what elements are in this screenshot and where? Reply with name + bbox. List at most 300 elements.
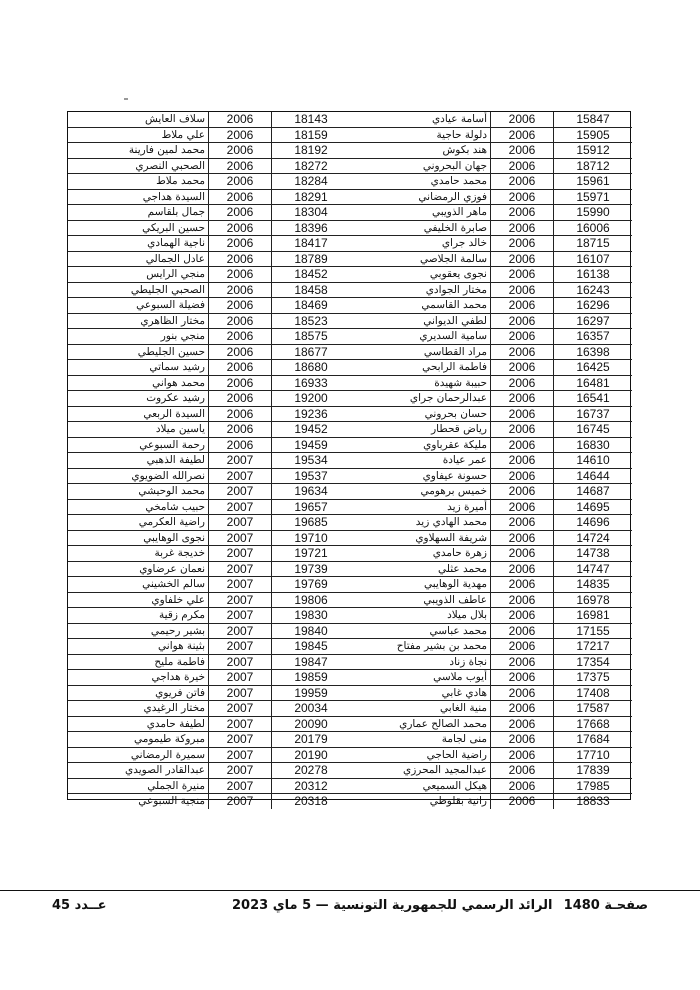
table-row — [350, 422, 632, 438]
name-cell: نجوى الوهايبي — [68, 531, 209, 546]
year-cell: 2006 — [491, 221, 554, 236]
number-cell: 18680 — [294, 360, 328, 374]
number-cell: 16138 — [576, 267, 610, 281]
number-cell: 16107 — [576, 251, 610, 266]
number-cell: 16357 — [576, 329, 610, 343]
number-cell: 14610 — [576, 453, 610, 467]
table-row — [350, 267, 632, 283]
name-cell: منى لجامة — [350, 732, 491, 747]
table-row — [68, 453, 350, 469]
number-cell: 18677 — [294, 344, 328, 359]
year-cell: 2007 — [209, 794, 272, 809]
number-cell: 19721 — [294, 546, 328, 560]
year-cell: 2006 — [491, 190, 554, 205]
footer-divider — [0, 890, 700, 891]
year-cell: 2006 — [491, 329, 554, 344]
number-cell: 18159 — [294, 127, 328, 142]
name-cell: خميس برهومي — [350, 484, 491, 499]
number-cell: 18304 — [294, 205, 328, 219]
table-row — [68, 686, 350, 702]
table-row — [68, 531, 350, 547]
year-cell: 2006 — [491, 500, 554, 515]
number-cell: 14644 — [576, 468, 610, 483]
number-cell: 19634 — [294, 484, 328, 498]
name-cell: بشير رحيمي — [68, 624, 209, 639]
table-row — [68, 252, 350, 268]
number-cell: 15912 — [576, 143, 610, 157]
year-cell: 2006 — [491, 205, 554, 220]
number-cell: 16006 — [576, 220, 610, 235]
name-cell: نجاة زناد — [350, 655, 491, 670]
year-cell: 2006 — [209, 221, 272, 236]
year-cell: 2006 — [491, 794, 554, 809]
table-row — [350, 143, 632, 159]
year-cell: 2006 — [209, 128, 272, 143]
table-row — [68, 422, 350, 438]
table-row — [350, 655, 632, 671]
name-cell: السيدة هداجي — [68, 190, 209, 205]
year-cell: 2006 — [491, 236, 554, 251]
number-cell: 18272 — [294, 158, 328, 173]
name-cell: محمد عباسي — [350, 624, 491, 639]
name-cell: مختار الرغيدي — [68, 701, 209, 716]
number-cell: 20190 — [294, 747, 328, 762]
table-row — [68, 314, 350, 330]
table-row — [350, 453, 632, 469]
number-cell: 20179 — [294, 732, 328, 746]
name-cell: حسين الجليطي — [68, 345, 209, 360]
table-row — [350, 515, 632, 531]
year-cell: 2006 — [491, 422, 554, 437]
table-row — [68, 360, 350, 376]
table-row — [350, 794, 632, 809]
names-table — [67, 111, 631, 808]
number-cell: 18396 — [294, 220, 328, 235]
number-cell: 17217 — [576, 639, 610, 653]
name-cell: رشيد سماتي — [68, 360, 209, 375]
table-row — [350, 701, 632, 717]
name-cell: أميرة زيد — [350, 500, 491, 515]
table-row — [350, 763, 632, 779]
name-cell: الصحبي النصري — [68, 159, 209, 174]
table-row — [68, 205, 350, 221]
year-cell: 2007 — [209, 577, 272, 592]
table-row — [68, 391, 350, 407]
number-cell: 19657 — [294, 499, 328, 514]
number-cell: 14724 — [576, 530, 610, 545]
table-row — [350, 562, 632, 578]
number-cell: 17155 — [576, 623, 610, 638]
table-right-half — [350, 112, 632, 808]
number-cell: 16541 — [576, 391, 610, 405]
name-cell: منجية السبوعي — [68, 794, 209, 809]
journal-title-date: الرائد الرسمي للجمهورية التونسية — 5 ماي 2023 — [232, 898, 553, 913]
table-row — [350, 205, 632, 221]
issue-number: عــدد 45 — [52, 898, 107, 913]
number-cell: 17839 — [576, 763, 610, 777]
name-cell: دلولة حاجية — [350, 128, 491, 143]
year-cell: 2006 — [491, 391, 554, 406]
name-cell: فاطمة مليح — [68, 655, 209, 670]
table-row — [350, 732, 632, 748]
number-cell: 20312 — [294, 778, 328, 793]
year-cell: 2006 — [209, 236, 272, 251]
table-row — [350, 500, 632, 516]
table-row — [68, 562, 350, 578]
name-cell: سالم الخشيني — [68, 577, 209, 592]
number-cell: 17375 — [576, 670, 610, 684]
table-row — [68, 717, 350, 733]
year-cell: 2006 — [491, 732, 554, 747]
number-cell: 17985 — [576, 778, 610, 793]
name-cell: عادل الجمالي — [68, 252, 209, 267]
name-cell: بلال ميلاد — [350, 608, 491, 623]
year-cell: 2006 — [491, 624, 554, 639]
year-cell: 2006 — [209, 252, 272, 267]
number-cell: 18458 — [294, 282, 328, 297]
year-cell: 2007 — [209, 562, 272, 577]
year-cell: 2006 — [491, 143, 554, 158]
table-row — [68, 112, 350, 128]
table-left-half — [68, 112, 350, 808]
year-cell: 2006 — [209, 360, 272, 375]
number-cell: 18523 — [294, 313, 328, 328]
stray-mark — [124, 98, 128, 100]
year-cell: 2007 — [209, 732, 272, 747]
year-cell: 2007 — [209, 639, 272, 654]
page-footer — [0, 898, 700, 918]
table-row — [68, 701, 350, 717]
name-cell: خالد جراي — [350, 236, 491, 251]
name-cell: سميرة الرمضاني — [68, 748, 209, 763]
table-row — [350, 593, 632, 609]
year-cell: 2006 — [491, 283, 554, 298]
number-cell: 19685 — [294, 515, 328, 529]
number-cell: 16978 — [576, 592, 610, 607]
name-cell: هادي غابي — [350, 686, 491, 701]
name-cell: محمد القاسمي — [350, 298, 491, 313]
year-cell: 2006 — [491, 159, 554, 174]
table-row — [350, 577, 632, 593]
name-cell: عاطف الذويبي — [350, 593, 491, 608]
number-cell: 16481 — [576, 375, 610, 390]
year-cell: 2006 — [491, 562, 554, 577]
name-cell: رانية بقلوطي — [350, 794, 491, 809]
number-cell: 18417 — [294, 236, 328, 250]
year-cell: 2006 — [209, 345, 272, 360]
table-row — [68, 546, 350, 562]
name-cell: سالمة الجلاصي — [350, 252, 491, 267]
table-row — [350, 484, 632, 500]
name-cell: مكرم زقية — [68, 608, 209, 623]
table-row — [350, 624, 632, 640]
name-cell: ماهر الذويبي — [350, 205, 491, 220]
year-cell: 2006 — [209, 329, 272, 344]
name-cell: حسونة عيفاوي — [350, 469, 491, 484]
year-cell: 2007 — [209, 763, 272, 778]
table-row — [350, 329, 632, 345]
name-cell: حبيبة شهيدة — [350, 376, 491, 391]
table-row — [68, 174, 350, 190]
year-cell: 2007 — [209, 779, 272, 794]
name-cell: حسان بحروني — [350, 407, 491, 422]
year-cell: 2006 — [209, 422, 272, 437]
year-cell: 2006 — [491, 407, 554, 422]
name-cell: جمال بلقاسم — [68, 205, 209, 220]
number-cell: 18143 — [294, 112, 328, 126]
name-cell: محمد الوحيشي — [68, 484, 209, 499]
year-cell: 2007 — [209, 608, 272, 623]
year-cell: 2006 — [491, 515, 554, 530]
year-cell: 2007 — [209, 748, 272, 763]
page-number: صفحـة 1480 — [563, 898, 648, 913]
name-cell: محمد بن بشير مفتاح — [350, 639, 491, 654]
year-cell: 2006 — [491, 376, 554, 391]
number-cell: 18833 — [576, 794, 610, 808]
table-row — [68, 376, 350, 392]
number-cell: 14696 — [576, 515, 610, 529]
year-cell: 2006 — [491, 360, 554, 375]
year-cell: 2006 — [491, 608, 554, 623]
year-cell: 2006 — [209, 376, 272, 391]
year-cell: 2006 — [209, 438, 272, 453]
name-cell: جهان البحروني — [350, 159, 491, 174]
table-row — [68, 794, 350, 809]
table-row — [68, 763, 350, 779]
year-cell: 2006 — [491, 484, 554, 499]
number-cell: 16933 — [294, 375, 328, 390]
name-cell: مختار الظاهري — [68, 314, 209, 329]
number-cell: 19452 — [294, 422, 328, 436]
number-cell: 15905 — [576, 127, 610, 142]
number-cell: 17408 — [576, 685, 610, 700]
number-cell: 18291 — [294, 189, 328, 204]
name-cell: ناجية الهمادي — [68, 236, 209, 251]
table-row — [350, 391, 632, 407]
year-cell: 2006 — [491, 267, 554, 282]
name-cell: محمد هواني — [68, 376, 209, 391]
name-cell: منجي الرايس — [68, 267, 209, 282]
name-cell: لطيفة الذهبي — [68, 453, 209, 468]
number-cell: 18452 — [294, 267, 328, 281]
name-cell: الصحبي الجليطي — [68, 283, 209, 298]
number-cell: 14695 — [576, 499, 610, 514]
number-cell: 16981 — [576, 608, 610, 622]
name-cell: محمد ملاط — [68, 174, 209, 189]
name-cell: مختار الجوادي — [350, 283, 491, 298]
table-row — [68, 484, 350, 500]
name-cell: مهدية الوهايبي — [350, 577, 491, 592]
year-cell: 2007 — [209, 515, 272, 530]
name-cell: فضيلة السبوعي — [68, 298, 209, 313]
year-cell: 2006 — [209, 407, 272, 422]
name-cell: هيكل السميعي — [350, 779, 491, 794]
table-row — [68, 283, 350, 299]
number-cell: 18789 — [294, 251, 328, 266]
name-cell: عمر عيادة — [350, 453, 491, 468]
number-cell: 19710 — [294, 530, 328, 545]
year-cell: 2007 — [209, 670, 272, 685]
year-cell: 2007 — [209, 655, 272, 670]
number-cell: 16296 — [576, 298, 610, 312]
number-cell: 18715 — [576, 236, 610, 250]
number-cell: 19840 — [294, 623, 328, 638]
name-cell: سلاف العايش — [68, 112, 209, 127]
year-cell: 2007 — [209, 500, 272, 515]
table-row — [350, 670, 632, 686]
year-cell: 2006 — [491, 112, 554, 127]
year-cell: 2006 — [491, 345, 554, 360]
table-row — [350, 639, 632, 655]
name-cell: زهرة حامدي — [350, 546, 491, 561]
year-cell: 2007 — [209, 469, 272, 484]
table-row — [68, 500, 350, 516]
table-row — [68, 670, 350, 686]
number-cell: 19236 — [294, 406, 328, 421]
name-cell: رياض قحطار — [350, 422, 491, 437]
name-cell: راضية الحاجي — [350, 748, 491, 763]
number-cell: 15971 — [576, 189, 610, 204]
number-cell: 19806 — [294, 592, 328, 607]
table-row — [68, 329, 350, 345]
name-cell: محمد الهادي زيد — [350, 515, 491, 530]
table-row — [350, 283, 632, 299]
name-cell: منجي بنور — [68, 329, 209, 344]
table-row — [68, 407, 350, 423]
number-cell: 18712 — [576, 158, 610, 173]
year-cell: 2007 — [209, 701, 272, 716]
year-cell: 2006 — [491, 438, 554, 453]
name-cell: مليكة عقرباوي — [350, 438, 491, 453]
year-cell: 2006 — [491, 531, 554, 546]
year-cell: 2006 — [491, 593, 554, 608]
number-cell: 14835 — [576, 577, 610, 591]
name-cell: منيرة الجملي — [68, 779, 209, 794]
table-row — [350, 469, 632, 485]
year-cell: 2006 — [491, 701, 554, 716]
name-cell: بثينة هواني — [68, 639, 209, 654]
name-cell: منية الغابي — [350, 701, 491, 716]
name-cell: راضية العكرمي — [68, 515, 209, 530]
number-cell: 14738 — [576, 546, 610, 560]
table-row — [350, 298, 632, 314]
number-cell: 17668 — [576, 716, 610, 731]
number-cell: 17710 — [576, 747, 610, 762]
year-cell: 2007 — [209, 484, 272, 499]
year-cell: 2006 — [491, 252, 554, 267]
name-cell: سامية السديري — [350, 329, 491, 344]
year-cell: 2006 — [491, 577, 554, 592]
year-cell: 2006 — [491, 670, 554, 685]
year-cell: 2007 — [209, 686, 272, 701]
name-cell: محمد لمين فارينة — [68, 143, 209, 158]
name-cell: نجوى يعقوبي — [350, 267, 491, 282]
year-cell: 2006 — [209, 314, 272, 329]
number-cell: 17587 — [576, 701, 610, 715]
table-row — [350, 438, 632, 454]
year-cell: 2006 — [491, 763, 554, 778]
number-cell: 17354 — [576, 654, 610, 669]
name-cell: صابرة الخليفي — [350, 221, 491, 236]
table-row — [350, 221, 632, 237]
number-cell: 19459 — [294, 437, 328, 452]
number-cell: 19769 — [294, 577, 328, 591]
number-cell: 19847 — [294, 654, 328, 669]
table-row — [350, 314, 632, 330]
name-cell: علي خلفاوي — [68, 593, 209, 608]
name-cell: فاطمة الرابحي — [350, 360, 491, 375]
year-cell: 2006 — [491, 748, 554, 763]
name-cell: السيدة الربعي — [68, 407, 209, 422]
table-row — [350, 531, 632, 547]
table-row — [68, 779, 350, 795]
year-cell: 2007 — [209, 593, 272, 608]
name-cell: محمد الصالح عماري — [350, 717, 491, 732]
year-cell: 2006 — [491, 639, 554, 654]
table-row — [68, 128, 350, 144]
table-row — [350, 608, 632, 624]
table-row — [68, 267, 350, 283]
year-cell: 2006 — [491, 779, 554, 794]
number-cell: 14687 — [576, 484, 610, 498]
number-cell: 16297 — [576, 313, 610, 328]
number-cell: 20318 — [294, 794, 328, 808]
table-row — [350, 174, 632, 190]
name-cell: أيوب ملاسي — [350, 670, 491, 685]
name-cell: أسامة عيادي — [350, 112, 491, 127]
year-cell: 2006 — [491, 298, 554, 313]
year-cell: 2007 — [209, 453, 272, 468]
table-row — [68, 624, 350, 640]
table-row — [68, 159, 350, 175]
table-row — [68, 221, 350, 237]
table-row — [350, 376, 632, 392]
number-cell: 18575 — [294, 329, 328, 343]
table-row — [68, 577, 350, 593]
table-row — [350, 252, 632, 268]
number-cell: 16830 — [576, 437, 610, 452]
name-cell: حسين البريكي — [68, 221, 209, 236]
table-row — [350, 407, 632, 423]
number-cell: 15961 — [576, 174, 610, 188]
year-cell: 2006 — [209, 267, 272, 282]
table-row — [350, 345, 632, 361]
name-cell: محمد حامدي — [350, 174, 491, 189]
name-cell: مبروكة طيمومي — [68, 732, 209, 747]
year-cell: 2006 — [491, 174, 554, 189]
number-cell: 16737 — [576, 406, 610, 421]
table-row — [68, 748, 350, 764]
number-cell: 19537 — [294, 468, 328, 483]
name-cell: هند بكوش — [350, 143, 491, 158]
name-cell: فوزي الرمضاني — [350, 190, 491, 205]
number-cell: 19959 — [294, 685, 328, 700]
table-row — [68, 236, 350, 252]
number-cell: 20034 — [294, 701, 328, 715]
number-cell: 17684 — [576, 732, 610, 746]
name-cell: لطيفة حامدي — [68, 717, 209, 732]
number-cell: 19534 — [294, 453, 328, 467]
year-cell: 2006 — [209, 159, 272, 174]
name-cell: نصرالله الضويوي — [68, 469, 209, 484]
name-cell: نعمان عرضاوي — [68, 562, 209, 577]
number-cell: 16398 — [576, 344, 610, 359]
table-row — [68, 190, 350, 206]
year-cell: 2006 — [491, 655, 554, 670]
name-cell: خديجة غربة — [68, 546, 209, 561]
number-cell: 16425 — [576, 360, 610, 374]
table-row — [68, 438, 350, 454]
